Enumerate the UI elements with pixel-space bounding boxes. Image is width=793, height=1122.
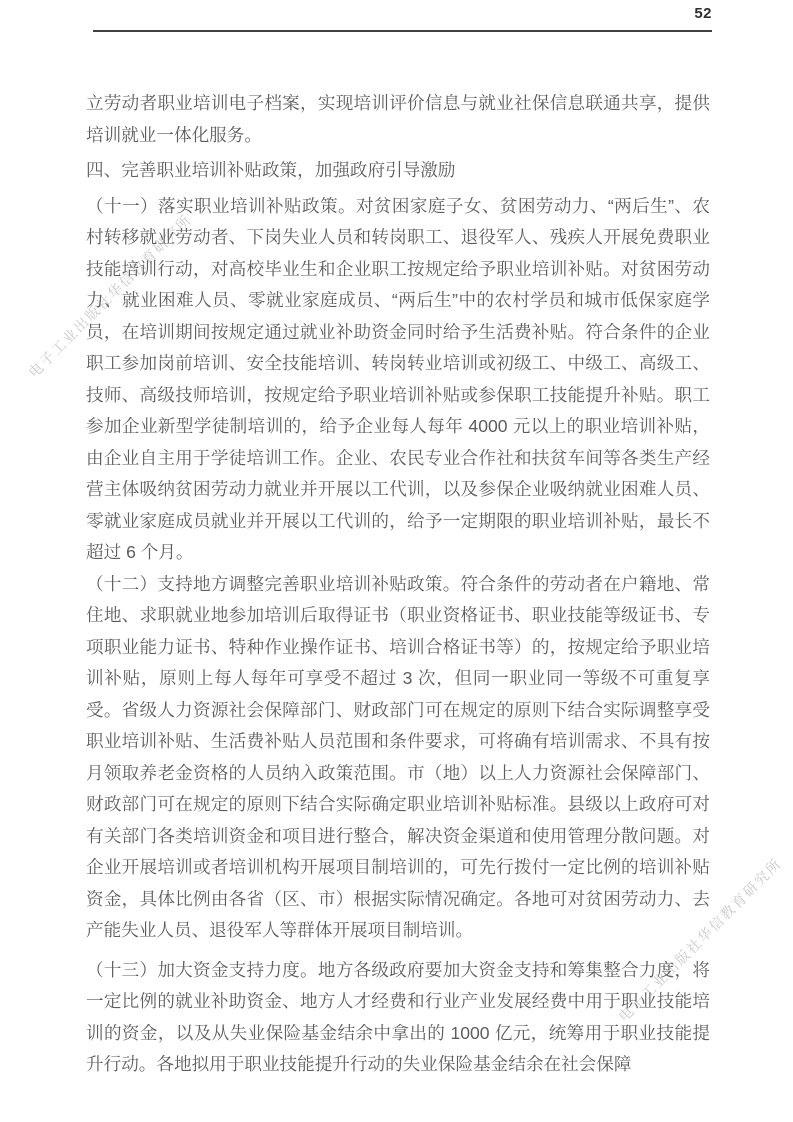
paragraph-item-11: （十一）落实职业培训补贴政策。对贫困家庭子女、贫困劳动力、“两后生”、农村转移就业劳动者、下岗失业人员和转岗职工、退役军人、残疾人开展免费职业技能培训行动，对高校毕业生和企业职工按规定给予职业培训补贴。对贫困劳动力、就业困难人员、零就业家庭成员、“两后生”中的农村学员和城市低保家庭学员，在培训期间按规定通过就业补助资金同时给予生活费补贴。符合条件的企业职工参加岗前培训、安全技能培训、转岗转业培训或初级工、中级工、高级工、技师、高级技师培训，按规定给予职业培训补贴或参保职工技能提升补贴。职工参加企业新型学徒制培训的，给予企业每人每年 4000 元以上的职业培训补贴，由企业自主用于学徒培训工作。企业、农民专业合作社和扶贫车间等各类生产经营主体吸纳贫困劳动力就业并开展以工代训，以及参保企业吸纳就业困难人员、零就业家庭成员就业并开展以工代训的，给予一定期限的职业培训补贴，最长不超过 6 个月。 [86,195,710,562]
paragraph-item-13: （十三）加大资金支持力度。地方各级政府要加大资金支持和筹集整合力度，将一定比例的就业补助资金、地方人才经费和行业产业发展经费中用于职业技能培训的资金，以及从失业保险基金结余中拿出的 1000 亿元，统筹用于职业技能提升行动。各地拟用于职业技能提升行动的失业保险基金结余在社会保障 [86,959,710,1074]
page-number: 52 [694,5,712,22]
paragraph-continuation: 立劳动者职业培训电子档案，实现培训评价信息与就业社保信息联通共享，提供培训就业一体化服务。 [86,93,710,145]
section-heading: 四、完善职业培训补贴政策，加强政府引导激励 [86,160,456,180]
watermark-text: 电子工业出版社华信教育研究所 [615,854,785,1025]
header-rule [93,30,712,32]
paragraph-item-12: （十二）支持地方调整完善职业培训补贴政策。符合条件的劳动者在户籍地、常住地、求职就业地参加培训后取得证书（职业资格证书、职业技能等级证书、专项职业能力证书、特种作业操作证书、培训合格证书等）的，按规定给予职业培训补贴，原则上每人每年可享受不超过 3 次，但同一职业同一等级不可重复享受。省级人力资源社会保障部门、财政部门可在规定的原则下结合实际调整享受职业培训补贴、生活费补贴人员范围和条件要求，可将确有培训需求、不具有按月领取养老金资格的人员纳入政策范围。市（地）以上人力资源社会保障部门、财政部门可在规定的原则下结合实际确定职业培训补贴标准。县级以上政府可对有关部门各类培训资金和项目进行整合，解决资金渠道和使用管理分散问题。对企业开展培训或者培训机构开展项目制培训的，可先行拨付一定比例的培训补贴资金，具体比例由各省（区、市）根据实际情况确定。各地可对贫困劳动力、去产能失业人员、退役军人等群体开展项目制培训。 [86,573,710,940]
document-body [86,88,710,1081]
watermark-text: 电子工业出版社华信教育研究所 [25,210,195,381]
